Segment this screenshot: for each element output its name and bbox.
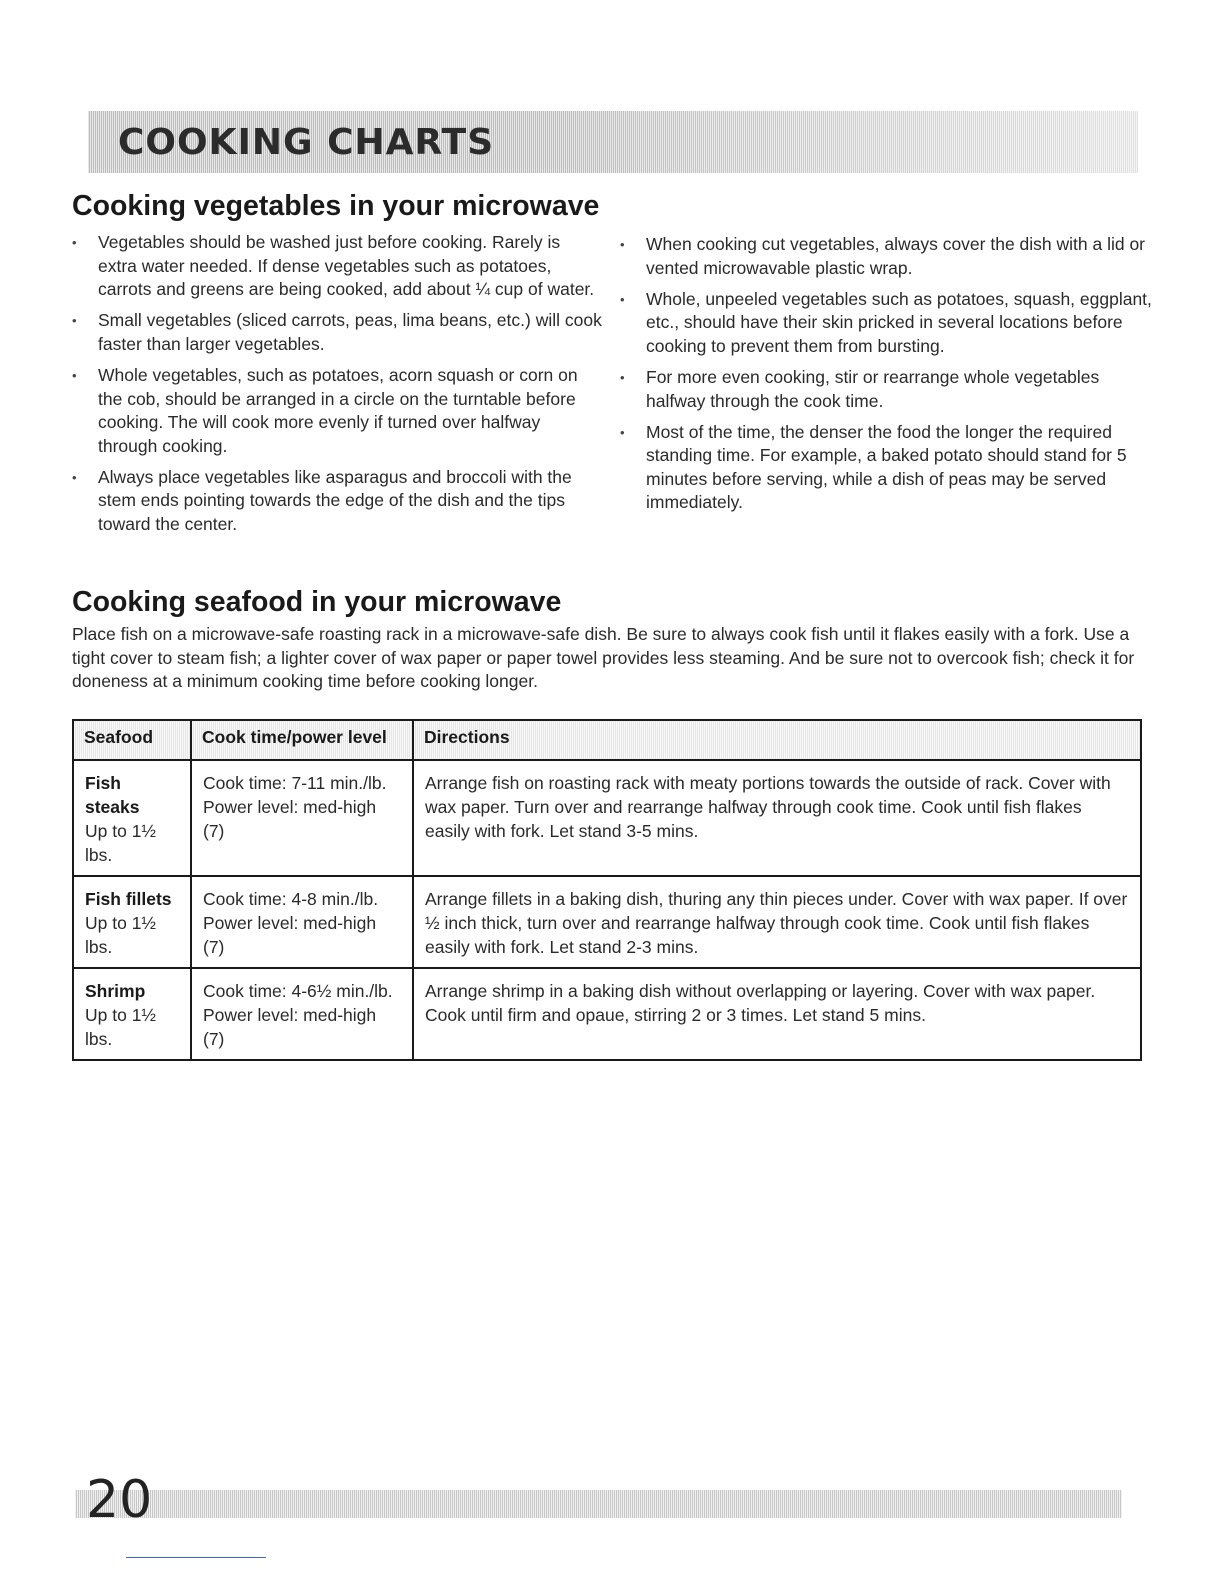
cook-time-cell: [191, 968, 413, 1060]
column-header-seafood: Seafood: [73, 720, 191, 760]
list-item: • Always place vegetables like asparagus and broccoli with the stem ends pointing towards the edge of the dish and the tips toward the center.: [72, 466, 602, 537]
divider: [126, 1557, 266, 1558]
seafood-cell: [73, 760, 191, 876]
directions-cell: Arrange fillets in a baking dish, thuring any thin pieces under. Cover with wax paper. If over ½ inch thick, turn over and rearrange halfway through cook time. Cook until fish flakes easily with fork. Let stand 2-3 mins.: [413, 876, 1141, 968]
table-row: [73, 876, 1141, 968]
page-title: COOKING CHARTS: [118, 122, 495, 163]
page-number: 20: [86, 1470, 153, 1530]
cook-time: Cook time: 4-6½ min./lb.: [203, 981, 393, 1001]
seafood-name: Fish steaks: [85, 773, 140, 817]
list-item: • Vegetables should be washed just before cooking. Rarely is extra water needed. If dense vegetables such as potatoes, carrots and greens are being cooked, add about ¼ cup of water.: [72, 231, 602, 302]
vegetables-left-list: [72, 231, 602, 544]
power-level: Power level: med-high (7): [203, 797, 377, 841]
seafood-name: Fish fillets: [85, 889, 172, 909]
column-header-directions: Directions: [413, 720, 1141, 760]
column-header-cook-time: Cook time/power level: [191, 720, 413, 760]
directions-cell: Arrange fish on roasting rack with meaty portions towards the outside of rack. Cover with wax paper. Turn over and rearrange halfway through cook time. Cook until fish flakes easily with fork. Let stand 3-5 mins.: [413, 760, 1141, 876]
vegetables-heading: Cooking vegetables in your microwave: [72, 190, 600, 222]
footer-bar: [75, 1490, 1122, 1518]
seafood-weight: Up to 1½ lbs.: [85, 913, 157, 957]
table-row: [73, 760, 1141, 876]
seafood-weight: Up to 1½ lbs.: [85, 1005, 157, 1049]
list-item: • Most of the time, the denser the food the longer the required standing time. For example, a baked potato should stand for 5 minutes before serving, while a dish of peas may be served immediately.: [620, 421, 1155, 515]
banner-fade: [568, 111, 1138, 173]
list-item: • When cooking cut vegetables, always cover the dish with a lid or vented microwavable plastic wrap.: [620, 233, 1155, 280]
seafood-table: [72, 719, 1142, 1061]
table-row: [73, 968, 1141, 1060]
power-level: Power level: med-high (7): [203, 913, 377, 957]
list-item: • Whole, unpeeled vegetables such as potatoes, squash, eggplant, etc., should have their skin pricked in several locations before cooking to prevent them from bursting.: [620, 288, 1155, 359]
seafood-cell: [73, 876, 191, 968]
cook-time-cell: [191, 760, 413, 876]
seafood-weight: Up to 1½ lbs.: [85, 821, 157, 865]
table-header-row: [73, 720, 1141, 760]
cook-time: Cook time: 7-11 min./lb.: [203, 773, 387, 793]
list-item: • Whole vegetables, such as potatoes, acorn squash or corn on the cob, should be arranged in a circle on the turntable before cooking. The will cook more evenly if turned over halfway through cooking.: [72, 364, 602, 458]
seafood-cell: [73, 968, 191, 1060]
power-level: Power level: med-high (7): [203, 1005, 377, 1049]
cook-time-cell: [191, 876, 413, 968]
list-item: • Small vegetables (sliced carrots, peas, lima beans, etc.) will cook faster than larger vegetables.: [72, 309, 602, 356]
seafood-heading: Cooking seafood in your microwave: [72, 586, 562, 618]
cook-time: Cook time: 4-8 min./lb.: [203, 889, 379, 909]
seafood-name: Shrimp: [85, 981, 146, 1001]
vegetables-right-list: [620, 233, 1155, 523]
title-banner: [88, 111, 1138, 173]
directions-cell: Arrange shrimp in a baking dish without overlapping or layering. Cover with wax paper. Cook until firm and opaue, stirring 2 or 3 times. Let stand 5 mins.: [413, 968, 1141, 1060]
seafood-intro: Place fish on a microwave-safe roasting rack in a microwave-safe dish. Be sure to always cook fish until it flakes easily with a fork. Use a tight cover to steam fish; a lighter cover of wax paper or paper towel provides less steaming. And be sure not to overcook fish; check it for doneness at a minimum cooking time before cooking longer.: [72, 624, 1135, 692]
list-item: • For more even cooking, stir or rearrange whole vegetables halfway through the cook time.: [620, 366, 1155, 413]
